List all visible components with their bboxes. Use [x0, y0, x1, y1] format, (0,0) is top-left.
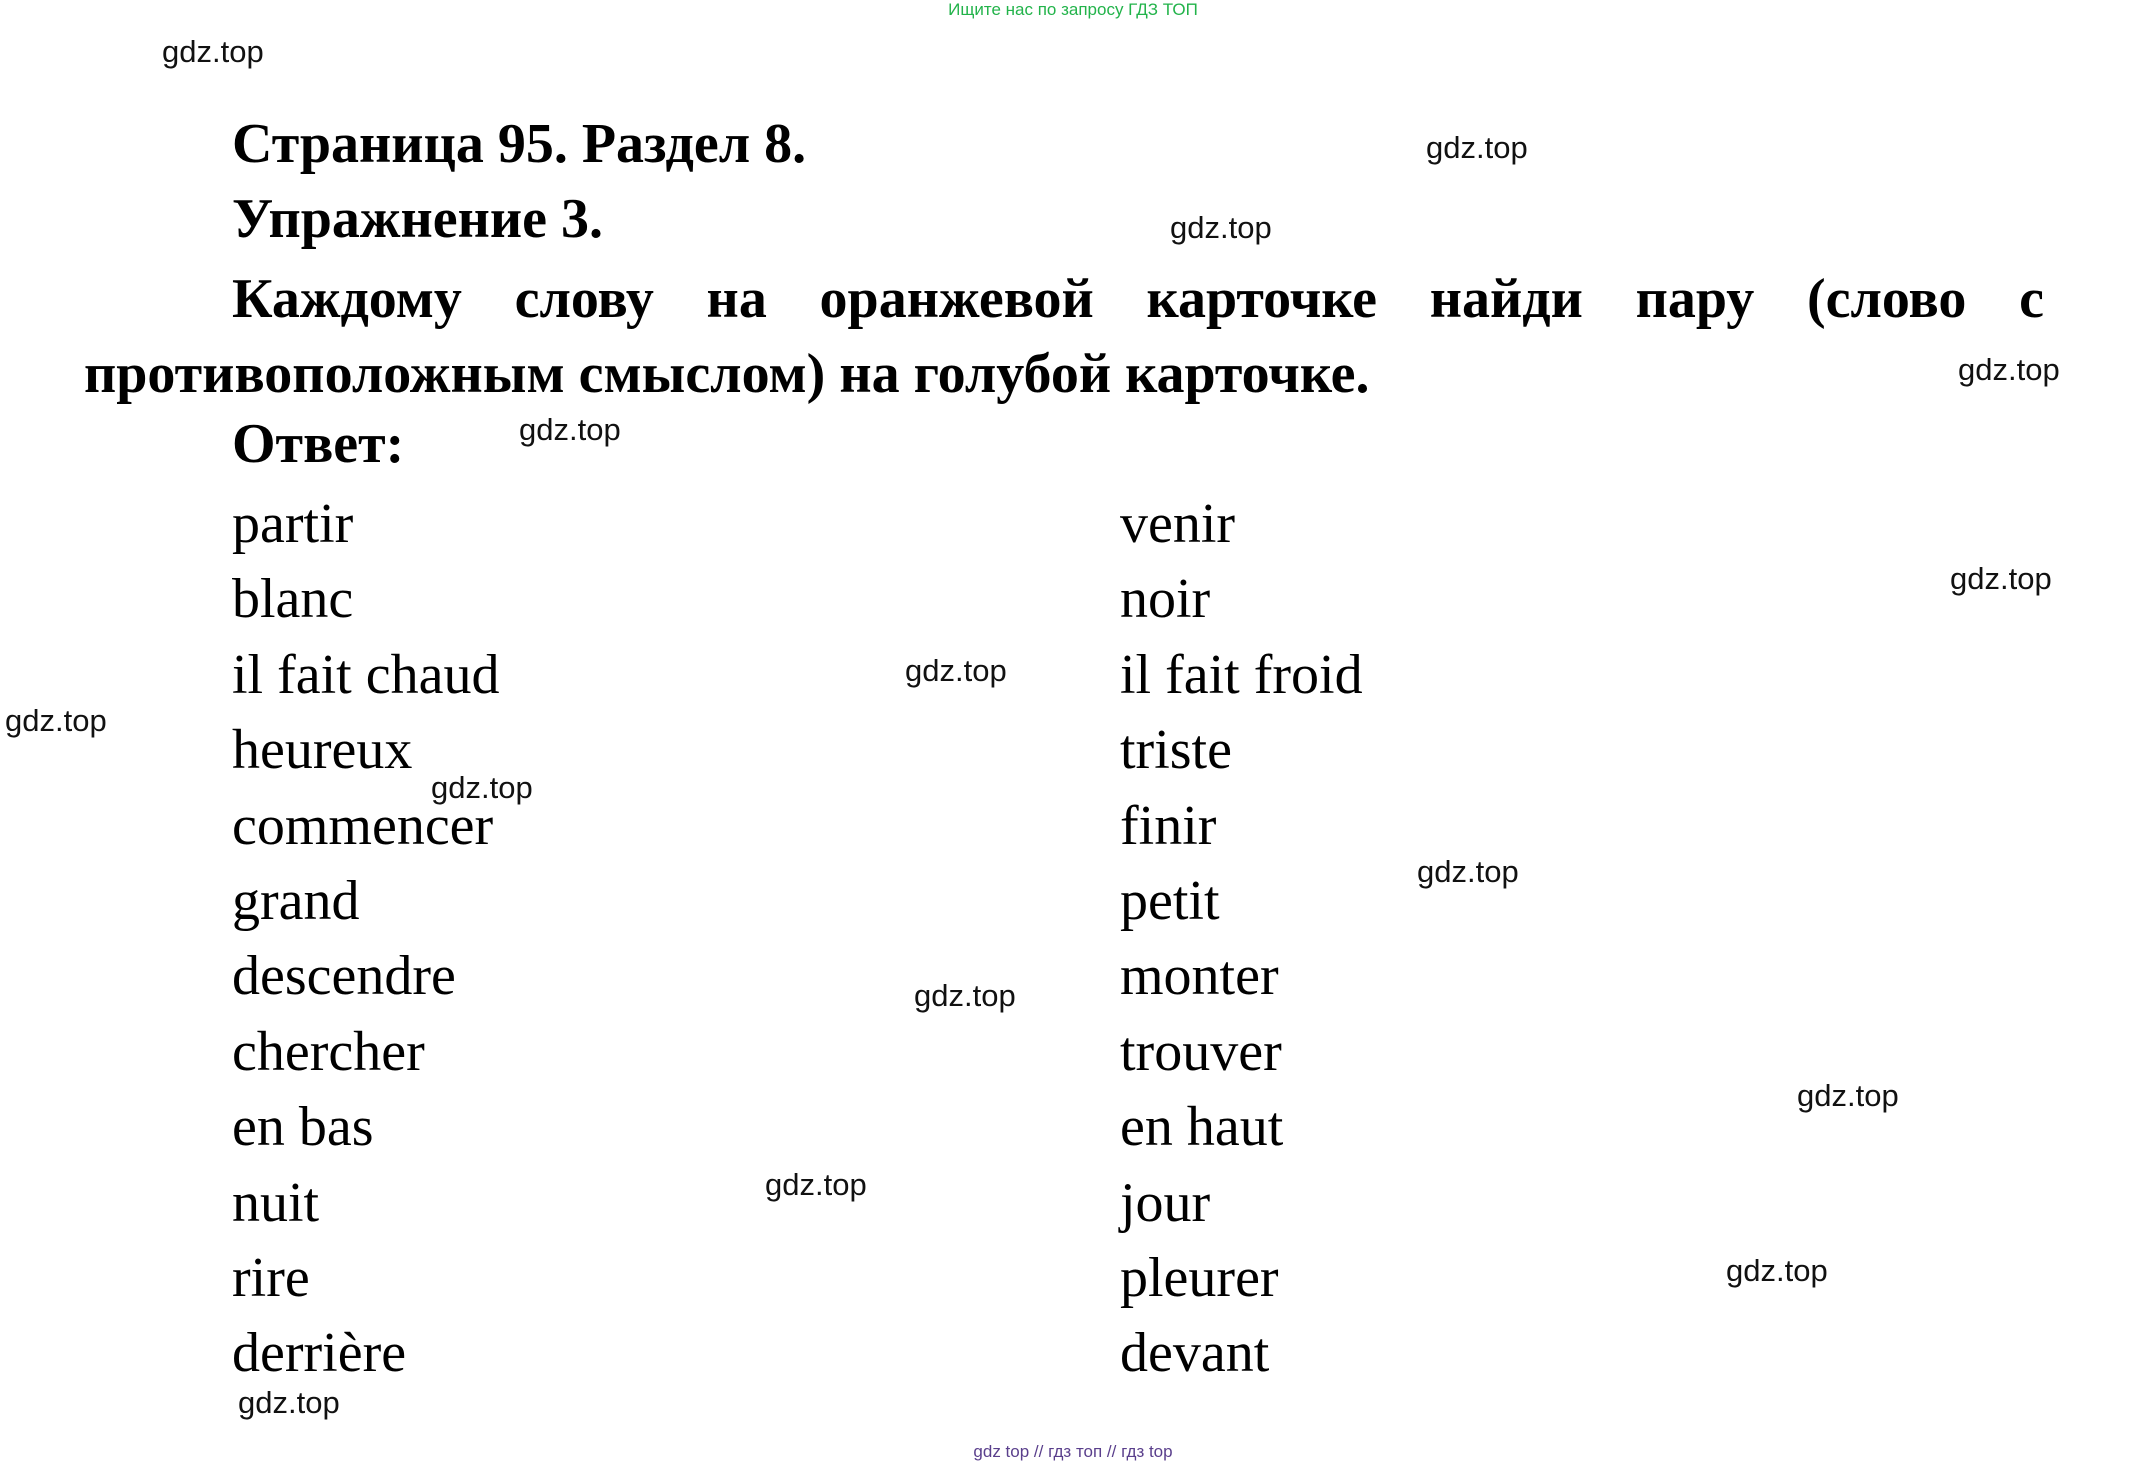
page-title: Страница 95. Раздел 8.	[232, 113, 807, 175]
left-word: chercher	[232, 1020, 425, 1083]
left-word: descendre	[232, 945, 456, 1008]
right-word: trouver	[1120, 1020, 1282, 1083]
watermark: gdz.top	[1958, 352, 2060, 387]
watermark: gdz.top	[914, 978, 1016, 1013]
right-word: devant	[1120, 1322, 1270, 1385]
right-word: finir	[1120, 794, 1217, 857]
left-word: blanc	[232, 568, 354, 631]
watermark: gdz.top	[431, 770, 533, 805]
right-word: petit	[1120, 869, 1220, 932]
watermark: gdz.top	[519, 412, 621, 447]
right-word: venir	[1120, 493, 1236, 555]
left-word: commencer	[232, 794, 494, 857]
watermark: gdz.top	[162, 34, 264, 69]
watermark: gdz.top	[1797, 1078, 1899, 1113]
watermark: gdz.top	[765, 1167, 867, 1202]
watermark: gdz.top	[905, 653, 1007, 688]
footer-note: gdz top // гдз топ // гдз top	[973, 1442, 1173, 1461]
left-word: en bas	[232, 1096, 374, 1159]
watermark: gdz.top	[1426, 130, 1528, 165]
left-word: nuit	[232, 1171, 320, 1234]
right-word: triste	[1120, 719, 1232, 782]
top-search-note: Ищите нас по запросу ГДЗ ТОП	[948, 0, 1198, 19]
right-word: monter	[1120, 945, 1279, 1008]
left-word-list	[232, 487, 499, 1392]
watermark: gdz.top	[1170, 210, 1272, 245]
left-word: grand	[232, 869, 360, 932]
left-word: rire	[232, 1246, 310, 1309]
exercise-title: Упражнение 3.	[232, 188, 604, 250]
watermark: gdz.top	[5, 703, 107, 738]
right-word: il fait froid	[1120, 643, 1363, 706]
answer-label: Ответ:	[232, 413, 405, 475]
left-word: heureux	[232, 719, 413, 782]
right-word-list	[1120, 487, 1363, 1392]
watermark: gdz.top	[1950, 561, 2052, 596]
watermark: gdz.top	[1417, 854, 1519, 889]
right-word: en haut	[1120, 1096, 1284, 1159]
left-word: derrière	[232, 1322, 407, 1385]
left-word: il fait chaud	[232, 643, 500, 706]
watermark: gdz.top	[238, 1385, 340, 1420]
right-word: jour	[1120, 1171, 1211, 1234]
left-word: partir	[232, 493, 354, 555]
right-word: pleurer	[1120, 1246, 1279, 1309]
right-word: noir	[1120, 568, 1211, 631]
task-text: Каждому слову на оранжевой карточке найди пару (слово с противоположным смыслом) на голубой карточке.	[84, 268, 2044, 405]
watermark: gdz.top	[1726, 1253, 1828, 1288]
